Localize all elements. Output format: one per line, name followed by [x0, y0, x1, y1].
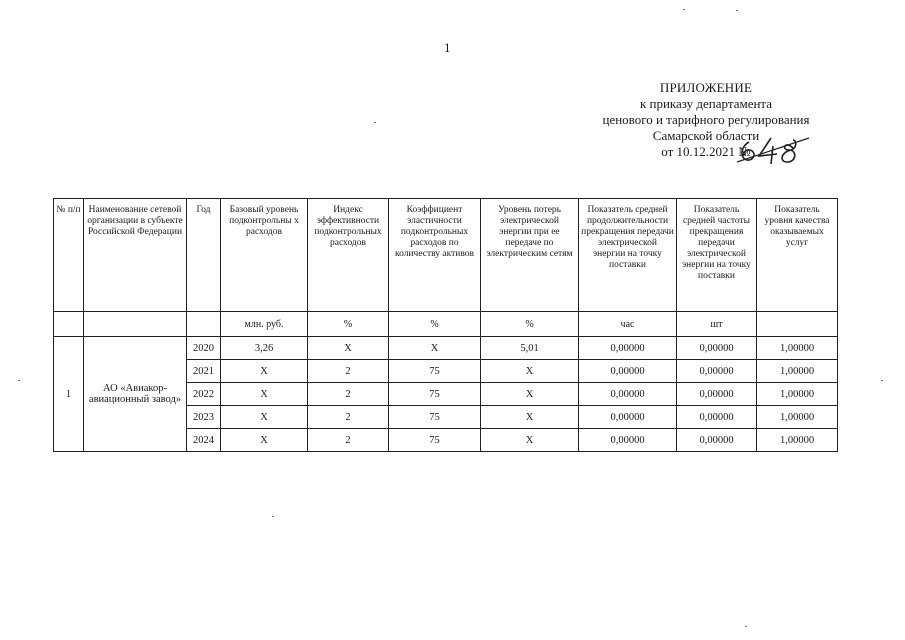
col-header-number: № п/п [54, 199, 84, 312]
cell-elasticity: Х [389, 337, 481, 360]
col-header-elasticity: Коэффициент эластичности подконтрольных расходов по количеству активов [389, 199, 481, 312]
cell-frequency: 0,00000 [677, 337, 757, 360]
cell-duration: 0,00000 [579, 406, 677, 429]
cell-duration: 0,00000 [579, 337, 677, 360]
header-line-order-ref: к приказу департамента [639, 96, 773, 111]
header-line-department: ценового и тарифного регулирования [602, 112, 810, 127]
handwritten-order-number [735, 134, 813, 166]
unit-base-level: млн. руб. [221, 312, 308, 337]
col-header-base-level: Базовый уровень подконтрольны х расходов [221, 199, 308, 312]
cell-duration: 0,00000 [579, 360, 677, 383]
cell-efficiency-index: 2 [308, 360, 389, 383]
unit-organization [84, 312, 187, 337]
cell-quality: 1,00000 [757, 406, 838, 429]
units-row [54, 312, 838, 337]
cell-losses: Х [481, 429, 579, 452]
cell-elasticity: 75 [389, 383, 481, 406]
scan-speck [683, 9, 685, 10]
cell-efficiency-index: Х [308, 337, 389, 360]
col-header-efficiency-index: Индекс эффективности подконтрольных расходов [308, 199, 389, 312]
unit-elasticity: % [389, 312, 481, 337]
cell-year: 2020 [187, 337, 221, 360]
table-row [54, 337, 838, 360]
cell-elasticity: 75 [389, 360, 481, 383]
header-line-region: Самарской области [652, 128, 760, 143]
cell-losses: Х [481, 406, 579, 429]
cell-elasticity: 75 [389, 429, 481, 452]
scan-speck [736, 10, 738, 11]
cell-efficiency-index: 2 [308, 406, 389, 429]
col-header-frequency: Показатель средней частоты прекращения передачи электрической энергии на точку поставки [677, 199, 757, 312]
order-date: от 10.12.2021 № [661, 144, 751, 159]
cell-quality: 1,00000 [757, 360, 838, 383]
col-header-duration: Показатель средней продолжительности прекращения передачи электрической энергии на точку поставки [579, 199, 677, 312]
col-header-quality: Показатель уровня качества оказываемых услуг [757, 199, 838, 312]
cell-frequency: 0,00000 [677, 429, 757, 452]
unit-number [54, 312, 84, 337]
order-date-number [585, 144, 827, 160]
col-header-losses: Уровень потерь электрической энергии при ее передаче по электрическим сетям [481, 199, 579, 312]
cell-base-level: Х [221, 360, 308, 383]
cell-quality: 1,00000 [757, 383, 838, 406]
page-number: 1 [444, 40, 451, 55]
col-header-organization: Наименование сетевой организации в субъекте Российской Федерации [84, 199, 187, 312]
scan-speck [881, 380, 883, 381]
cell-losses: Х [481, 383, 579, 406]
cell-base-level: Х [221, 383, 308, 406]
cell-duration: 0,00000 [579, 429, 677, 452]
unit-losses: % [481, 312, 579, 337]
cell-elasticity: 75 [389, 406, 481, 429]
cell-year: 2023 [187, 406, 221, 429]
unit-duration: час [579, 312, 677, 337]
row-number: 1 [54, 337, 84, 452]
cell-duration: 0,00000 [579, 383, 677, 406]
unit-quality [757, 312, 838, 337]
cell-year: 2022 [187, 383, 221, 406]
cell-base-level: Х [221, 406, 308, 429]
cell-base-level: 3,26 [221, 337, 308, 360]
cell-frequency: 0,00000 [677, 406, 757, 429]
scan-speck [745, 626, 747, 627]
scan-speck [374, 122, 376, 123]
unit-frequency: шт [677, 312, 757, 337]
cell-losses: 5,01 [481, 337, 579, 360]
organization-name: АО «Авиакор-авиационный завод» [84, 337, 187, 452]
cell-frequency: 0,00000 [677, 383, 757, 406]
cell-quality: 1,00000 [757, 337, 838, 360]
cell-year: 2021 [187, 360, 221, 383]
cell-efficiency-index: 2 [308, 383, 389, 406]
unit-year [187, 312, 221, 337]
header-row [54, 199, 838, 312]
appendix-title: ПРИЛОЖЕНИЕ [659, 80, 753, 95]
appendix-header [585, 80, 827, 160]
scan-speck [272, 516, 274, 517]
unit-efficiency-index: % [308, 312, 389, 337]
cell-frequency: 0,00000 [677, 360, 757, 383]
scan-speck [18, 380, 20, 381]
indicators-table [53, 198, 838, 452]
cell-base-level: Х [221, 429, 308, 452]
cell-quality: 1,00000 [757, 429, 838, 452]
col-header-year: Год [187, 199, 221, 312]
cell-efficiency-index: 2 [308, 429, 389, 452]
cell-losses: Х [481, 360, 579, 383]
cell-year: 2024 [187, 429, 221, 452]
